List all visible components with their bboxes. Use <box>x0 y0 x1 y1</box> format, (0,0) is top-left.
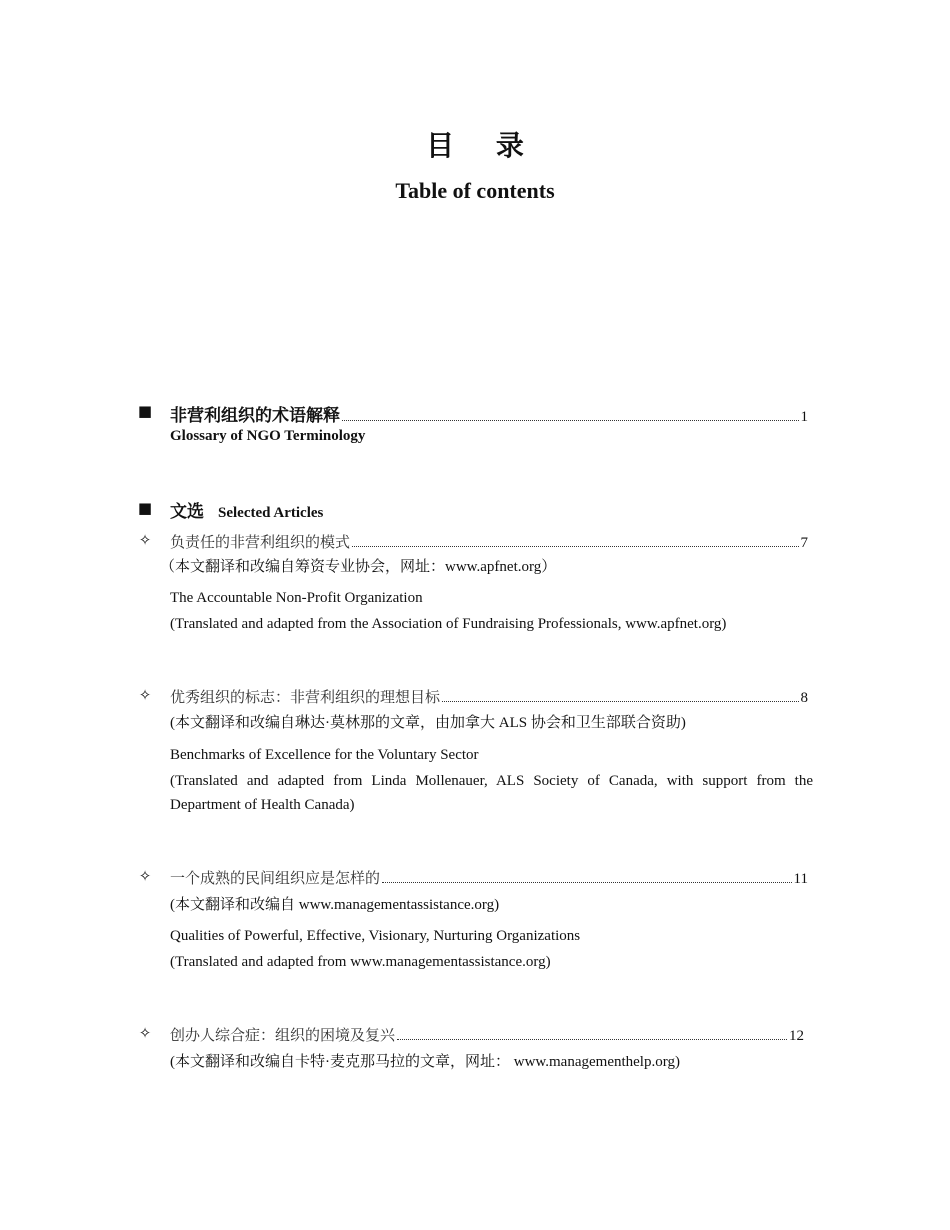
toc-entry-title: 创办人综合症：组织的困境及复兴 <box>170 1026 396 1044</box>
toc-entry-glossary[interactable] <box>170 401 808 426</box>
dot-leader <box>442 701 798 702</box>
article-source-cn: （本文翻译和改编自筹资专业协会，网址：www.apfnet.org） <box>160 559 557 575</box>
section-heading <box>170 497 323 522</box>
toc-entry-article[interactable] <box>170 531 808 552</box>
article-source-en: (Translated and adapted from www.managementassistance.org) <box>170 954 551 970</box>
article-source-cn: (本文翻译和改编自琳达·莫林那的文章，由加拿大 ALS 协会和卫生部联合资助) <box>170 715 686 731</box>
toc-entry-article[interactable] <box>170 867 808 888</box>
toc-page-number: 8 <box>800 690 808 706</box>
diamond-bullet-icon: ✧ <box>138 867 152 885</box>
section-title-cn: 文选 <box>170 502 204 522</box>
page-title-en: Table of contents <box>395 178 555 203</box>
toc-entry-title: 负责任的非营利组织的模式 <box>170 533 351 551</box>
diamond-bullet-icon: ✧ <box>138 531 152 549</box>
toc-entry-title: 非营利组织的术语解释 <box>170 406 340 426</box>
title-char-1: 目 <box>426 129 455 162</box>
dot-leader <box>382 882 792 883</box>
dot-leader <box>342 420 799 421</box>
article-title-en: Benchmarks of Excellence for the Voluntary Sector <box>170 747 479 763</box>
toc-page-number: 11 <box>793 871 808 887</box>
article-source-en: (Translated and adapted from Linda Mollenauer, ALS Society of Canada, with support from the Department of Health Canada) <box>170 773 813 813</box>
section-title-en: Selected Articles <box>218 505 324 521</box>
article-source-cn: (本文翻译和改编自卡特·麦克那马拉的文章，网址： www.managementhelp.org) <box>170 1054 680 1070</box>
article-source-en: (Translated and adapted from the Association of Fundraising Professionals, www.apfnet.org) <box>170 616 727 632</box>
dot-leader <box>352 546 798 547</box>
toc-entry-article[interactable] <box>170 1024 804 1045</box>
toc-entry-title: 一个成熟的民间组织应是怎样的 <box>170 869 381 887</box>
title-char-2: 录 <box>495 129 524 162</box>
article-title-en: Qualities of Powerful, Effective, Visionary, Nurturing Organizations <box>170 928 581 944</box>
diamond-bullet-icon: ✧ <box>138 686 152 704</box>
article-title-en: The Accountable Non-Profit Organization <box>170 590 423 606</box>
square-bullet-icon: ■ <box>137 402 153 420</box>
article-source-cn: (本文翻译和改编自 www.managementassistance.org) <box>170 897 500 913</box>
toc-page-number: 1 <box>800 409 808 425</box>
diamond-bullet-icon: ✧ <box>138 1024 152 1042</box>
toc-entry-article[interactable] <box>170 686 808 707</box>
square-bullet-icon: ■ <box>137 499 153 517</box>
page-title-cn <box>0 124 950 164</box>
toc-page-number: 7 <box>800 535 808 551</box>
toc-page-number: 12 <box>789 1028 804 1044</box>
dot-leader <box>397 1039 787 1040</box>
toc-entry-title: 优秀组织的标志：非营利组织的理想目标 <box>170 688 441 706</box>
toc-entry-subtitle: Glossary of NGO Terminology <box>170 428 366 444</box>
